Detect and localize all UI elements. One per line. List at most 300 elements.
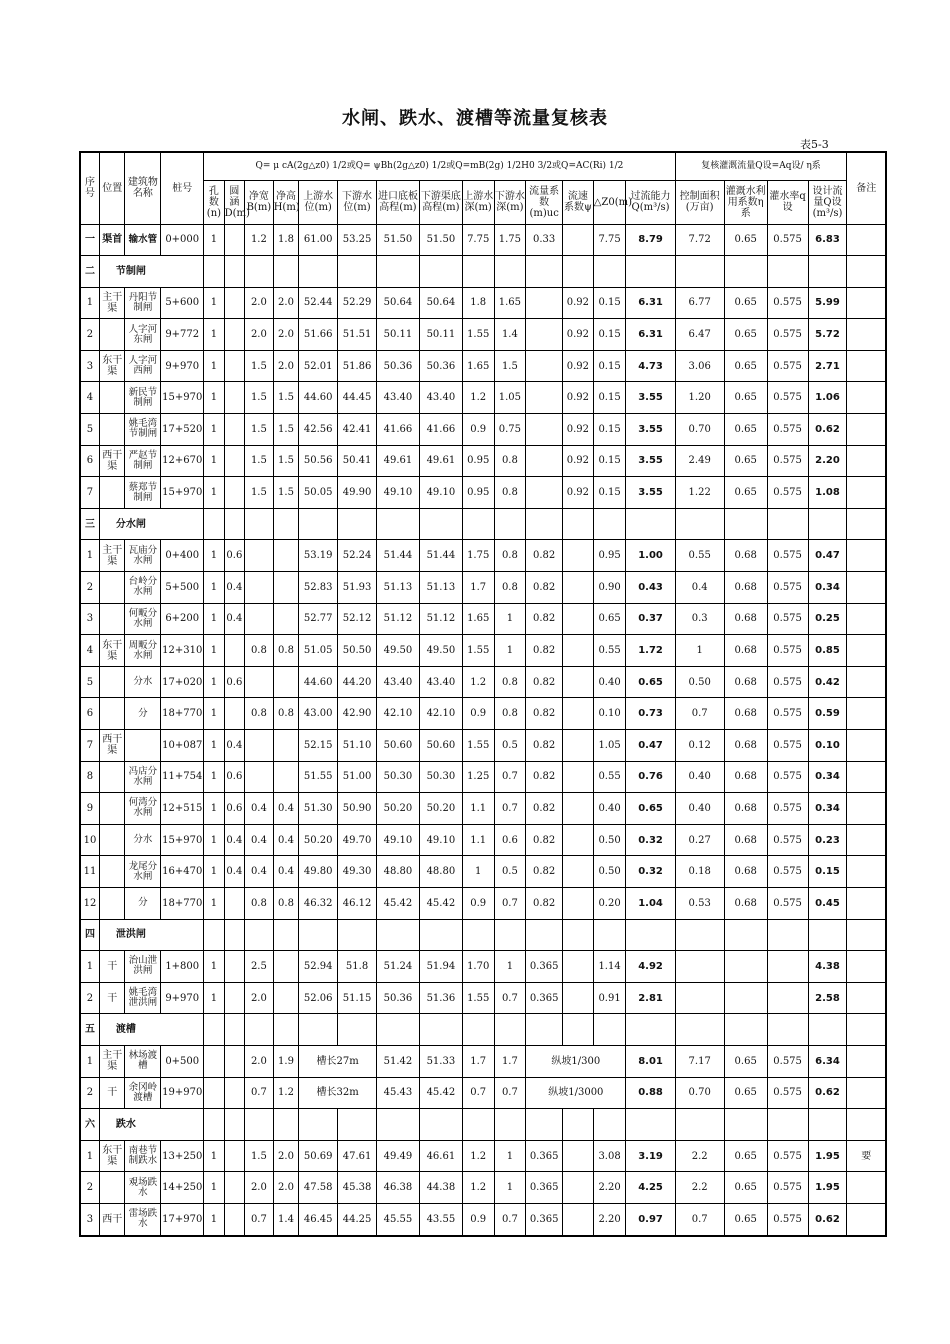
row-structure-name: 新民节制闸 <box>125 382 161 414</box>
row-seq: 7 <box>80 477 99 509</box>
row-value: 1.20 <box>675 382 724 414</box>
row-value: 44.45 <box>338 382 377 414</box>
row-value: 0.92 <box>563 477 594 509</box>
row-value: 1.1 <box>462 824 494 856</box>
table-row <box>80 287 886 319</box>
row-position <box>99 319 125 351</box>
row-seq: 2 <box>80 319 99 351</box>
section-title: 节制闸 <box>99 256 203 288</box>
row-value: 0.8 <box>245 635 274 667</box>
row-value: 0.365 <box>526 982 563 1014</box>
row-value <box>224 445 244 477</box>
row-value: 2.0 <box>245 287 274 319</box>
row-value: 1.75 <box>462 540 494 572</box>
row-value: 0.65 <box>593 603 626 635</box>
row-value <box>273 540 299 572</box>
row-station: 9+970 <box>161 982 204 1014</box>
row-seq: 1 <box>80 287 99 319</box>
empty-cell <box>338 919 377 951</box>
row-structure-name: 姚毛湾泄洪闸 <box>125 982 161 1014</box>
section-number: 五 <box>80 1014 99 1046</box>
row-value: 0.34 <box>808 793 847 825</box>
row-note <box>847 635 886 667</box>
row-value: 52.44 <box>299 287 338 319</box>
row-position <box>99 824 125 856</box>
empty-cell <box>245 256 274 288</box>
empty-cell <box>273 1014 299 1046</box>
row-value: 0.76 <box>626 761 675 793</box>
row-value: 51.8 <box>338 951 377 983</box>
row-value: 0.575 <box>767 730 808 762</box>
row-value <box>273 761 299 793</box>
row-value: 1.5 <box>245 445 274 477</box>
row-structure-name: 何湾分水闸 <box>125 793 161 825</box>
header-col: 净高H(m) <box>273 180 299 224</box>
row-value: 0.27 <box>675 824 724 856</box>
row-value: 0.68 <box>724 572 767 604</box>
row-value: 1 <box>204 824 224 856</box>
row-value: 42.41 <box>338 414 377 446</box>
empty-cell <box>626 1109 675 1141</box>
row-value: 0.65 <box>724 287 767 319</box>
row-value: 49.10 <box>419 477 462 509</box>
empty-cell <box>675 1014 724 1046</box>
row-value: 0.34 <box>808 761 847 793</box>
table-row <box>80 319 886 351</box>
row-value: 0.4 <box>245 824 274 856</box>
row-value: 0.575 <box>767 635 808 667</box>
row-structure-name: 余冈岭渡槽 <box>125 1077 161 1109</box>
empty-cell <box>224 508 244 540</box>
row-station: 18+770 <box>161 698 204 730</box>
table-row <box>80 445 886 477</box>
row-structure-name: 何畈分水闸 <box>125 603 161 635</box>
row-value: 51.05 <box>299 635 338 667</box>
row-station: 5+500 <box>161 572 204 604</box>
row-value <box>563 635 594 667</box>
empty-cell <box>808 1109 847 1141</box>
empty-cell <box>462 919 494 951</box>
row-structure-name: 冯店分水闸 <box>125 761 161 793</box>
row-position: 东干渠 <box>99 1140 125 1172</box>
row-value: 0.4 <box>675 572 724 604</box>
row-value: 51.93 <box>338 572 377 604</box>
row-value: 4.92 <box>626 951 675 983</box>
row-value: 0.65 <box>626 666 675 698</box>
row-value: 51.33 <box>419 1045 462 1077</box>
row-value <box>224 1077 244 1109</box>
row-value <box>563 698 594 730</box>
row-value: 51.44 <box>419 540 462 572</box>
row-value <box>526 319 563 351</box>
row-structure-name: 周畈分水闸 <box>125 635 161 667</box>
table-row <box>80 414 886 446</box>
row-value: 41.66 <box>376 414 419 446</box>
empty-cell <box>462 1014 494 1046</box>
row-value: 0.82 <box>526 824 563 856</box>
row-value <box>563 603 594 635</box>
empty-cell <box>299 508 338 540</box>
row-value: 52.77 <box>299 603 338 635</box>
row-position <box>99 856 125 888</box>
row-value: 0.4 <box>224 572 244 604</box>
row-value: 0.7 <box>675 1203 724 1235</box>
empty-cell <box>526 508 563 540</box>
row-value <box>224 414 244 446</box>
empty-cell <box>847 508 886 540</box>
empty-cell <box>767 508 808 540</box>
row-value <box>224 951 244 983</box>
row-value: 0.68 <box>724 856 767 888</box>
row-value <box>224 287 244 319</box>
row-seq: 3 <box>80 350 99 382</box>
header-col: 进口底板高程(m) <box>376 180 419 224</box>
row-value: 49.80 <box>299 856 338 888</box>
row-value: 0.25 <box>808 603 847 635</box>
row-value <box>563 887 594 919</box>
row-position: 干 <box>99 951 125 983</box>
row-value: 0.575 <box>767 856 808 888</box>
header-col: 控制面积(万亩) <box>675 180 724 224</box>
row-value: 51.12 <box>376 603 419 635</box>
row-value: 0.82 <box>526 635 563 667</box>
row-value: 0.8 <box>494 666 526 698</box>
row-structure-name: 分 <box>125 887 161 919</box>
row-value: 2.71 <box>808 350 847 382</box>
table-row <box>80 1077 886 1109</box>
row-value <box>563 856 594 888</box>
row-note <box>847 477 886 509</box>
row-value <box>273 572 299 604</box>
row-value: 1 <box>204 761 224 793</box>
row-structure-name: 丹阳节制闸 <box>125 287 161 319</box>
row-value: 1.55 <box>462 982 494 1014</box>
row-station: 0+000 <box>161 224 204 256</box>
row-value: 2.0 <box>245 319 274 351</box>
section-row <box>80 1109 886 1141</box>
row-value <box>563 982 594 1014</box>
row-note <box>847 1172 886 1204</box>
row-value: 50.20 <box>299 824 338 856</box>
table-row <box>80 635 886 667</box>
empty-cell <box>338 1014 377 1046</box>
row-value: 47.58 <box>299 1172 338 1204</box>
row-value: 1 <box>204 477 224 509</box>
row-value: 0.68 <box>724 540 767 572</box>
empty-cell <box>563 508 594 540</box>
row-station: 9+772 <box>161 319 204 351</box>
row-value: 42.10 <box>419 698 462 730</box>
row-value: 46.32 <box>299 887 338 919</box>
row-value: 0.82 <box>526 572 563 604</box>
row-seq: 7 <box>80 730 99 762</box>
row-value: 0.90 <box>593 572 626 604</box>
row-value: 0.7 <box>494 887 526 919</box>
row-value: 1 <box>204 224 224 256</box>
row-value: 0.68 <box>724 887 767 919</box>
row-note <box>847 982 886 1014</box>
row-value: 0.575 <box>767 287 808 319</box>
row-value: 0.6 <box>224 666 244 698</box>
row-value: 0.15 <box>593 287 626 319</box>
row-value: 0.7 <box>245 1077 274 1109</box>
row-value: 1 <box>494 1172 526 1204</box>
row-value: 51.15 <box>338 982 377 1014</box>
row-value: 45.38 <box>338 1172 377 1204</box>
row-position: 干 <box>99 1077 125 1109</box>
row-value: 52.12 <box>338 603 377 635</box>
row-value: 0.4 <box>224 603 244 635</box>
row-value: 0.95 <box>593 540 626 572</box>
row-value: 0.92 <box>563 414 594 446</box>
row-value <box>563 572 594 604</box>
row-value: 0.10 <box>808 730 847 762</box>
row-value: 51.24 <box>376 951 419 983</box>
row-value: 0.6 <box>494 824 526 856</box>
row-value: 4.38 <box>808 951 847 983</box>
header-col: 净宽B(m) <box>245 180 274 224</box>
row-value: 50.60 <box>376 730 419 762</box>
empty-cell <box>224 256 244 288</box>
row-value: 0.42 <box>808 666 847 698</box>
row-value: 1.65 <box>494 287 526 319</box>
row-value: 0.82 <box>526 856 563 888</box>
header-name: 建筑物名称 <box>125 152 161 224</box>
empty-cell <box>462 508 494 540</box>
row-value: 1.08 <box>808 477 847 509</box>
row-value: 1.70 <box>462 951 494 983</box>
row-value: 0.4 <box>273 856 299 888</box>
empty-cell <box>847 919 886 951</box>
row-value <box>224 382 244 414</box>
row-value: 1.55 <box>462 730 494 762</box>
row-value: 0.43 <box>626 572 675 604</box>
row-position: 主干渠 <box>99 287 125 319</box>
row-value: 51.36 <box>419 982 462 1014</box>
empty-cell <box>376 919 419 951</box>
row-value: 1.7 <box>462 1045 494 1077</box>
row-value: 49.10 <box>376 477 419 509</box>
row-value: 2.20 <box>808 445 847 477</box>
row-position: 渠首 <box>99 224 125 256</box>
row-value: 1.5 <box>245 1140 274 1172</box>
row-value: 1.2 <box>462 666 494 698</box>
row-seq: 2 <box>80 1077 99 1109</box>
row-value: 42.90 <box>338 698 377 730</box>
row-value: 44.20 <box>338 666 377 698</box>
row-value: 0.7 <box>245 1203 274 1235</box>
row-value: 48.80 <box>376 856 419 888</box>
row-value: 51.13 <box>376 572 419 604</box>
row-value: 1.65 <box>462 603 494 635</box>
row-structure-name: 覌场跌水 <box>125 1172 161 1204</box>
row-station: 19+970 <box>161 1077 204 1109</box>
row-value: 1 <box>204 666 224 698</box>
empty-cell <box>626 256 675 288</box>
row-note <box>847 1077 886 1109</box>
header-recheck: 复核灌溉流量Q设=Aq设/ η系 <box>675 152 847 180</box>
row-value: 47.61 <box>338 1140 377 1172</box>
empty-cell <box>419 1109 462 1141</box>
row-value: 53.19 <box>299 540 338 572</box>
header-note: 备注 <box>847 152 886 224</box>
row-value: 3.55 <box>626 414 675 446</box>
row-value <box>224 698 244 730</box>
empty-cell <box>245 1109 274 1141</box>
row-value: 1.5 <box>273 445 299 477</box>
row-station: 1+800 <box>161 951 204 983</box>
empty-cell <box>462 1109 494 1141</box>
row-value <box>563 224 594 256</box>
row-value: 0.82 <box>526 793 563 825</box>
row-value <box>563 793 594 825</box>
row-value: 1.2 <box>462 382 494 414</box>
row-position <box>99 572 125 604</box>
row-value: 0.37 <box>626 603 675 635</box>
empty-cell <box>245 919 274 951</box>
empty-cell <box>593 508 626 540</box>
row-value: 0.59 <box>808 698 847 730</box>
empty-cell <box>419 1014 462 1046</box>
row-value: 2.20 <box>593 1203 626 1235</box>
row-value <box>245 666 274 698</box>
row-value: 0.575 <box>767 350 808 382</box>
row-value <box>767 982 808 1014</box>
row-value <box>273 603 299 635</box>
row-station: 5+600 <box>161 287 204 319</box>
row-value: 52.83 <box>299 572 338 604</box>
table-row <box>80 350 886 382</box>
row-station: 17+520 <box>161 414 204 446</box>
header-col: 流速系数ψ <box>563 180 594 224</box>
row-structure-name: 分水 <box>125 666 161 698</box>
row-value: 1 <box>204 572 224 604</box>
row-value: 0.15 <box>593 477 626 509</box>
empty-cell <box>245 1014 274 1046</box>
row-value: 2.0 <box>273 1140 299 1172</box>
row-note <box>847 730 886 762</box>
row-value: 43.00 <box>299 698 338 730</box>
row-seq: 11 <box>80 856 99 888</box>
row-value: 50.20 <box>419 793 462 825</box>
row-value: 0.9 <box>462 887 494 919</box>
empty-cell <box>767 1014 808 1046</box>
row-value <box>224 1045 244 1077</box>
row-value <box>224 319 244 351</box>
empty-cell <box>224 1109 244 1141</box>
row-value: 0.15 <box>593 414 626 446</box>
row-structure-name: 蔡郑节制闸 <box>125 477 161 509</box>
row-value: 1.4 <box>273 1203 299 1235</box>
row-seq: 1 <box>80 540 99 572</box>
row-value: 0.45 <box>808 887 847 919</box>
row-value: 0.4 <box>273 824 299 856</box>
row-value: 1.05 <box>593 730 626 762</box>
row-value: 1.5 <box>273 414 299 446</box>
row-value: 0.34 <box>808 572 847 604</box>
row-seq: 5 <box>80 414 99 446</box>
row-station: 17+020 <box>161 666 204 698</box>
row-note <box>847 951 886 983</box>
row-value: 44.38 <box>419 1172 462 1204</box>
empty-cell <box>526 1109 563 1141</box>
row-value: 0.92 <box>563 445 594 477</box>
row-value: 0.82 <box>526 730 563 762</box>
row-value: 8.79 <box>626 224 675 256</box>
row-value: 0.68 <box>724 730 767 762</box>
row-value: 49.90 <box>338 477 377 509</box>
row-value: 0.575 <box>767 1172 808 1204</box>
row-value: 50.50 <box>338 635 377 667</box>
row-value: 0.575 <box>767 477 808 509</box>
row-value: 0.365 <box>526 951 563 983</box>
row-value: 1.25 <box>462 761 494 793</box>
row-value: 50.36 <box>376 350 419 382</box>
row-value: 1 <box>204 1203 224 1235</box>
row-value: 0.68 <box>724 761 767 793</box>
row-value: 0.82 <box>526 698 563 730</box>
row-value: 6.83 <box>808 224 847 256</box>
header-col: 过流能力Q(m³/s) <box>626 180 675 224</box>
row-value: 49.50 <box>376 635 419 667</box>
row-value: 0.95 <box>462 445 494 477</box>
table-row <box>80 856 886 888</box>
section-row <box>80 1014 886 1046</box>
row-value: 0.73 <box>626 698 675 730</box>
row-value: 51.66 <box>299 319 338 351</box>
row-note <box>847 887 886 919</box>
row-value: 2.20 <box>593 1172 626 1204</box>
empty-cell <box>299 1109 338 1141</box>
row-value: 45.55 <box>376 1203 419 1235</box>
row-value: 0.92 <box>563 382 594 414</box>
row-structure-name: 姚毛湾节制闸 <box>125 414 161 446</box>
row-value: 0.8 <box>245 698 274 730</box>
row-value: 45.43 <box>376 1077 419 1109</box>
row-structure-name: 严赵节制闸 <box>125 445 161 477</box>
row-value: 0.65 <box>724 382 767 414</box>
row-value: 44.60 <box>299 666 338 698</box>
row-value: 2.0 <box>273 350 299 382</box>
empty-cell <box>299 1014 338 1046</box>
row-value: 49.10 <box>376 824 419 856</box>
row-value: 1.14 <box>593 951 626 983</box>
row-value: 0.15 <box>808 856 847 888</box>
row-value <box>526 414 563 446</box>
table-row <box>80 887 886 919</box>
row-value: 50.36 <box>376 982 419 1014</box>
row-value: 0.88 <box>626 1077 675 1109</box>
row-value: 1.65 <box>462 350 494 382</box>
row-value: 50.05 <box>299 477 338 509</box>
row-value: 0.62 <box>808 414 847 446</box>
row-value <box>224 887 244 919</box>
row-value: 1.5 <box>245 382 274 414</box>
row-position: 西干渠 <box>99 730 125 762</box>
section-row <box>80 508 886 540</box>
row-value: 52.15 <box>299 730 338 762</box>
row-value: 0.65 <box>724 1140 767 1172</box>
row-value <box>224 350 244 382</box>
empty-cell <box>494 1014 526 1046</box>
row-value: 49.61 <box>376 445 419 477</box>
row-position <box>99 887 125 919</box>
empty-cell <box>626 508 675 540</box>
row-value: 0.9 <box>462 1203 494 1235</box>
header-formula: Q= μ cA(2g△z0) 1/2或Q= ψBh(2g△z0) 1/2或Q=mB(2g) 1/2H0 3/2或Q=AC(Ri) 1/2 <box>204 152 675 180</box>
row-value: 0.65 <box>626 793 675 825</box>
row-value: 0.82 <box>526 540 563 572</box>
